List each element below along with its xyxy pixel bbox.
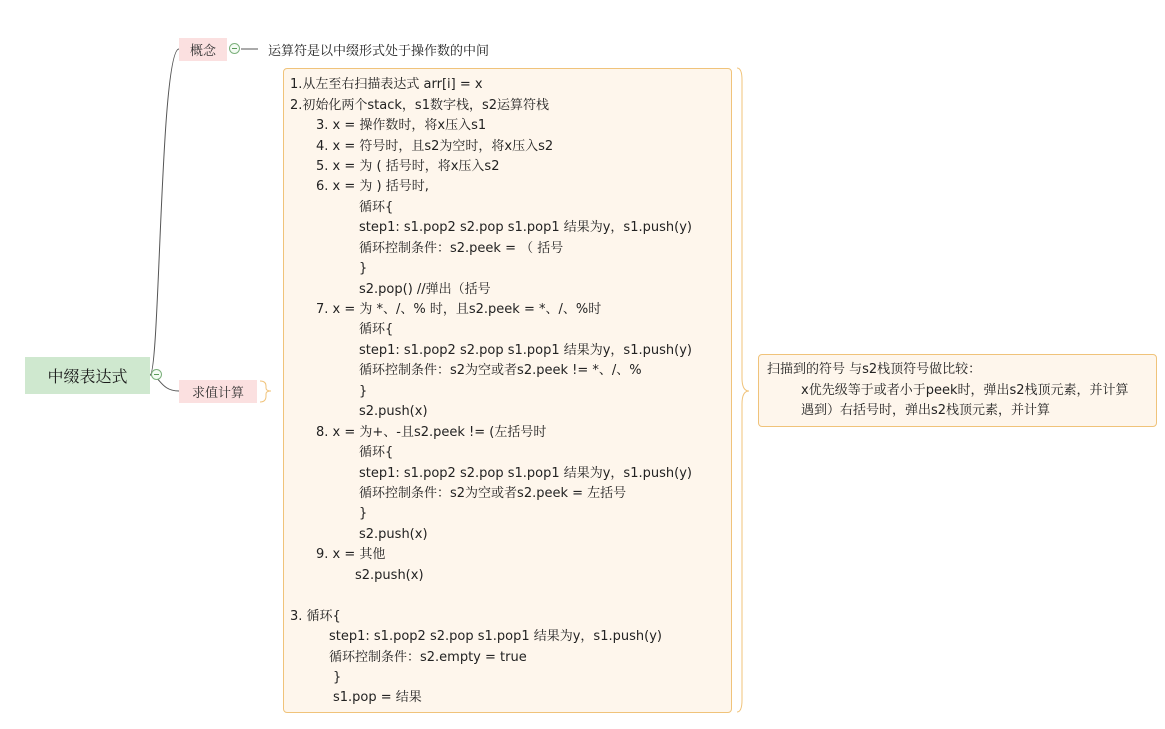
branch-concept-label: 概念 — [189, 44, 216, 59]
step-line: 2.初始化两个stack，s1数字栈，s2运算符栈 — [290, 98, 550, 113]
step-line: 5. x = 为 ( 括号时，将x压入s2 — [316, 159, 500, 174]
step-line: 循环控制条件：s2为空或者s2.peek != *、/、% — [359, 363, 642, 378]
step-line: 4. x = 符号时，且s2为空时，将x压入s2 — [316, 139, 554, 154]
branch-evaluation-label: 求值计算 — [191, 386, 244, 401]
branch-concept[interactable] — [179, 38, 227, 61]
step-line: 6. x = 为 ) 括号时, — [316, 179, 429, 194]
summary-line: x优先级等于或者小于peek时，弹出s2栈顶元素，并计算 — [801, 383, 1129, 398]
connector-root-concept — [150, 49, 179, 375]
step-line: s1.pop = 结果 — [333, 690, 422, 705]
step-line: } — [333, 670, 342, 685]
branch-evaluation[interactable] — [179, 380, 257, 403]
collapse-toggle-icon[interactable] — [229, 43, 240, 54]
step-line: 循环控制条件：s2.empty = true — [329, 650, 527, 665]
step-line: step1: s1.pop2 s2.pop s1.pop1 结果为y，s1.push(y) — [359, 466, 692, 481]
summary-line: 遇到）右括号时，弹出s2栈顶元素，并计算 — [801, 403, 1051, 418]
collapse-toggle-icon[interactable] — [151, 369, 162, 380]
step-line: 循环{ — [359, 445, 394, 460]
step-line: s2.push(x) — [355, 568, 424, 583]
step-line: } — [359, 384, 368, 399]
step-line: 1.从左至右扫描表达式 arr[i] = x — [290, 77, 483, 92]
step-line: step1: s1.pop2 s2.pop s1.pop1 结果为y，s1.push(y) — [329, 629, 662, 644]
step-line: 8. x = 为+、-且s2.peek != (左括号时 — [316, 425, 547, 440]
summary-note-box[interactable] — [758, 354, 1157, 427]
step-line: 3. x = 操作数时，将x压入s1 — [316, 118, 487, 133]
bracket-eval — [260, 381, 271, 402]
step-line: s2.push(x) — [359, 527, 428, 542]
step-line: 9. x = 其他 — [316, 547, 386, 562]
step-line: 7. x = 为 *、/、% 时，且s2.peek = *、/、%时 — [316, 302, 602, 317]
bracket-main — [737, 68, 749, 712]
step-line: 循环{ — [359, 200, 394, 215]
step-line: 循环控制条件：s2.peek = （ 括号 — [359, 241, 564, 256]
concept-note: 运算符是以中缀形式处于操作数的中间 — [268, 44, 490, 59]
step-line: 循环{ — [359, 322, 394, 337]
steps-note-box[interactable] — [283, 68, 732, 713]
step-line: s2.pop() //弹出（括号 — [359, 282, 491, 297]
summary-line: 扫描到的符号 与s2栈顶符号做比较： — [767, 362, 982, 377]
step-line: 循环控制条件：s2为空或者s2.peek = 左括号 — [359, 486, 627, 501]
step-line: s2.push(x) — [359, 404, 428, 419]
root-label: 中缀表达式 — [47, 367, 128, 386]
root-node[interactable] — [25, 357, 150, 394]
step-line: step1: s1.pop2 s2.pop s1.pop1 结果为y，s1.push(y) — [359, 220, 692, 235]
step-line: } — [359, 261, 368, 276]
step-line: step1: s1.pop2 s2.pop s1.pop1 结果为y，s1.push(y) — [359, 343, 692, 358]
step-line: 3. 循环{ — [290, 609, 341, 624]
step-line: } — [359, 506, 368, 521]
